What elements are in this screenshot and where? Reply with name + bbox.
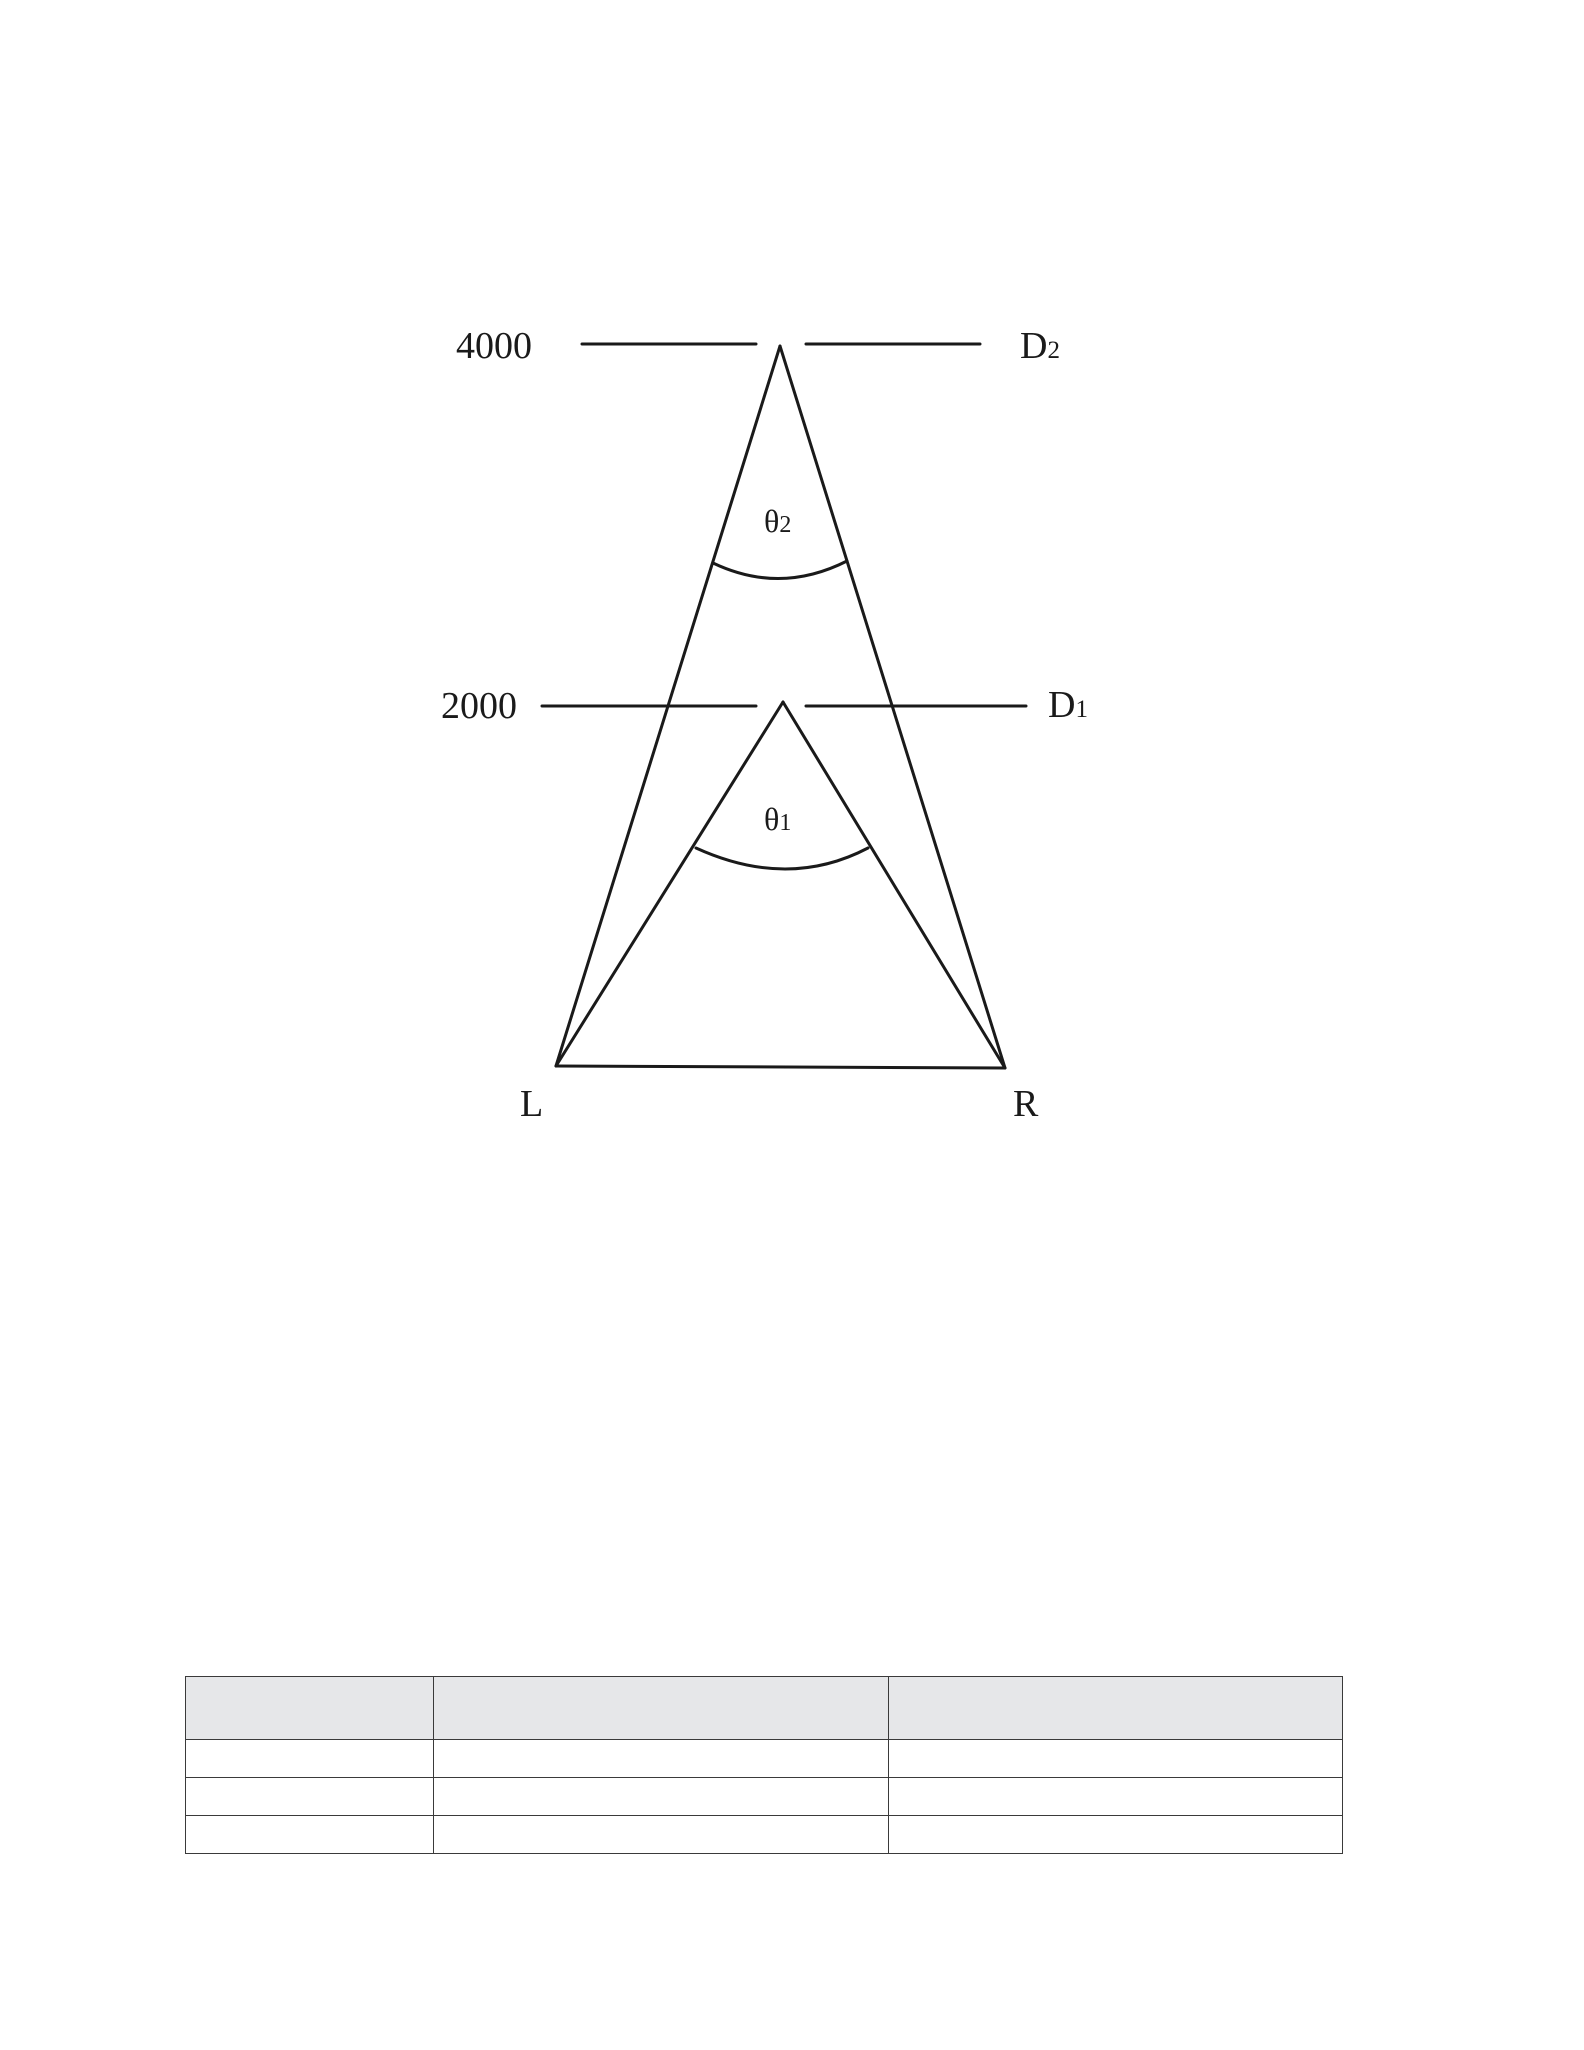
distance-label-2000: 2000 — [441, 685, 517, 727]
table-header-cell-2 — [434, 1677, 889, 1740]
label-d1-main: D — [1048, 684, 1076, 726]
table-cell[interactable] — [186, 1740, 434, 1778]
table-cell[interactable] — [186, 1778, 434, 1816]
table-header-row — [186, 1677, 1343, 1740]
near-triangle-right-side — [783, 702, 1005, 1068]
label-d2-main: D — [1020, 325, 1048, 367]
table-cell[interactable] — [434, 1740, 889, 1778]
label-theta-1-subscript: 1 — [779, 810, 792, 836]
label-left-point: L — [520, 1083, 544, 1125]
label-right-point: R — [1013, 1083, 1039, 1125]
label-theta-1-main: θ — [764, 801, 780, 837]
label-d2 — [1020, 325, 1060, 367]
table-cell[interactable] — [889, 1740, 1343, 1778]
table-header-cell-1 — [186, 1677, 434, 1740]
angle-arc-theta-1 — [696, 848, 868, 869]
table-cell[interactable] — [889, 1778, 1343, 1816]
data-table — [185, 1676, 1343, 1854]
label-theta-2-main: θ — [764, 503, 780, 539]
table-cell[interactable] — [186, 1816, 434, 1854]
table-row — [186, 1778, 1343, 1816]
near-triangle-left-side — [556, 702, 783, 1066]
distance-label-4000: 4000 — [456, 325, 532, 367]
base-line-l-r — [556, 1066, 1005, 1068]
label-theta-2 — [764, 503, 791, 539]
angle-arc-theta-2 — [713, 561, 847, 579]
label-d1-subscript: 1 — [1075, 696, 1088, 723]
table-row — [186, 1740, 1343, 1778]
label-d1 — [1048, 684, 1088, 726]
label-theta-1 — [764, 801, 791, 837]
label-d2-subscript: 2 — [1047, 337, 1060, 364]
table-cell[interactable] — [889, 1816, 1343, 1854]
label-theta-2-subscript: 2 — [779, 512, 792, 538]
table-cell[interactable] — [434, 1816, 889, 1854]
table-header-cell-3 — [889, 1677, 1343, 1740]
table-row — [186, 1816, 1343, 1854]
table-cell[interactable] — [434, 1778, 889, 1816]
